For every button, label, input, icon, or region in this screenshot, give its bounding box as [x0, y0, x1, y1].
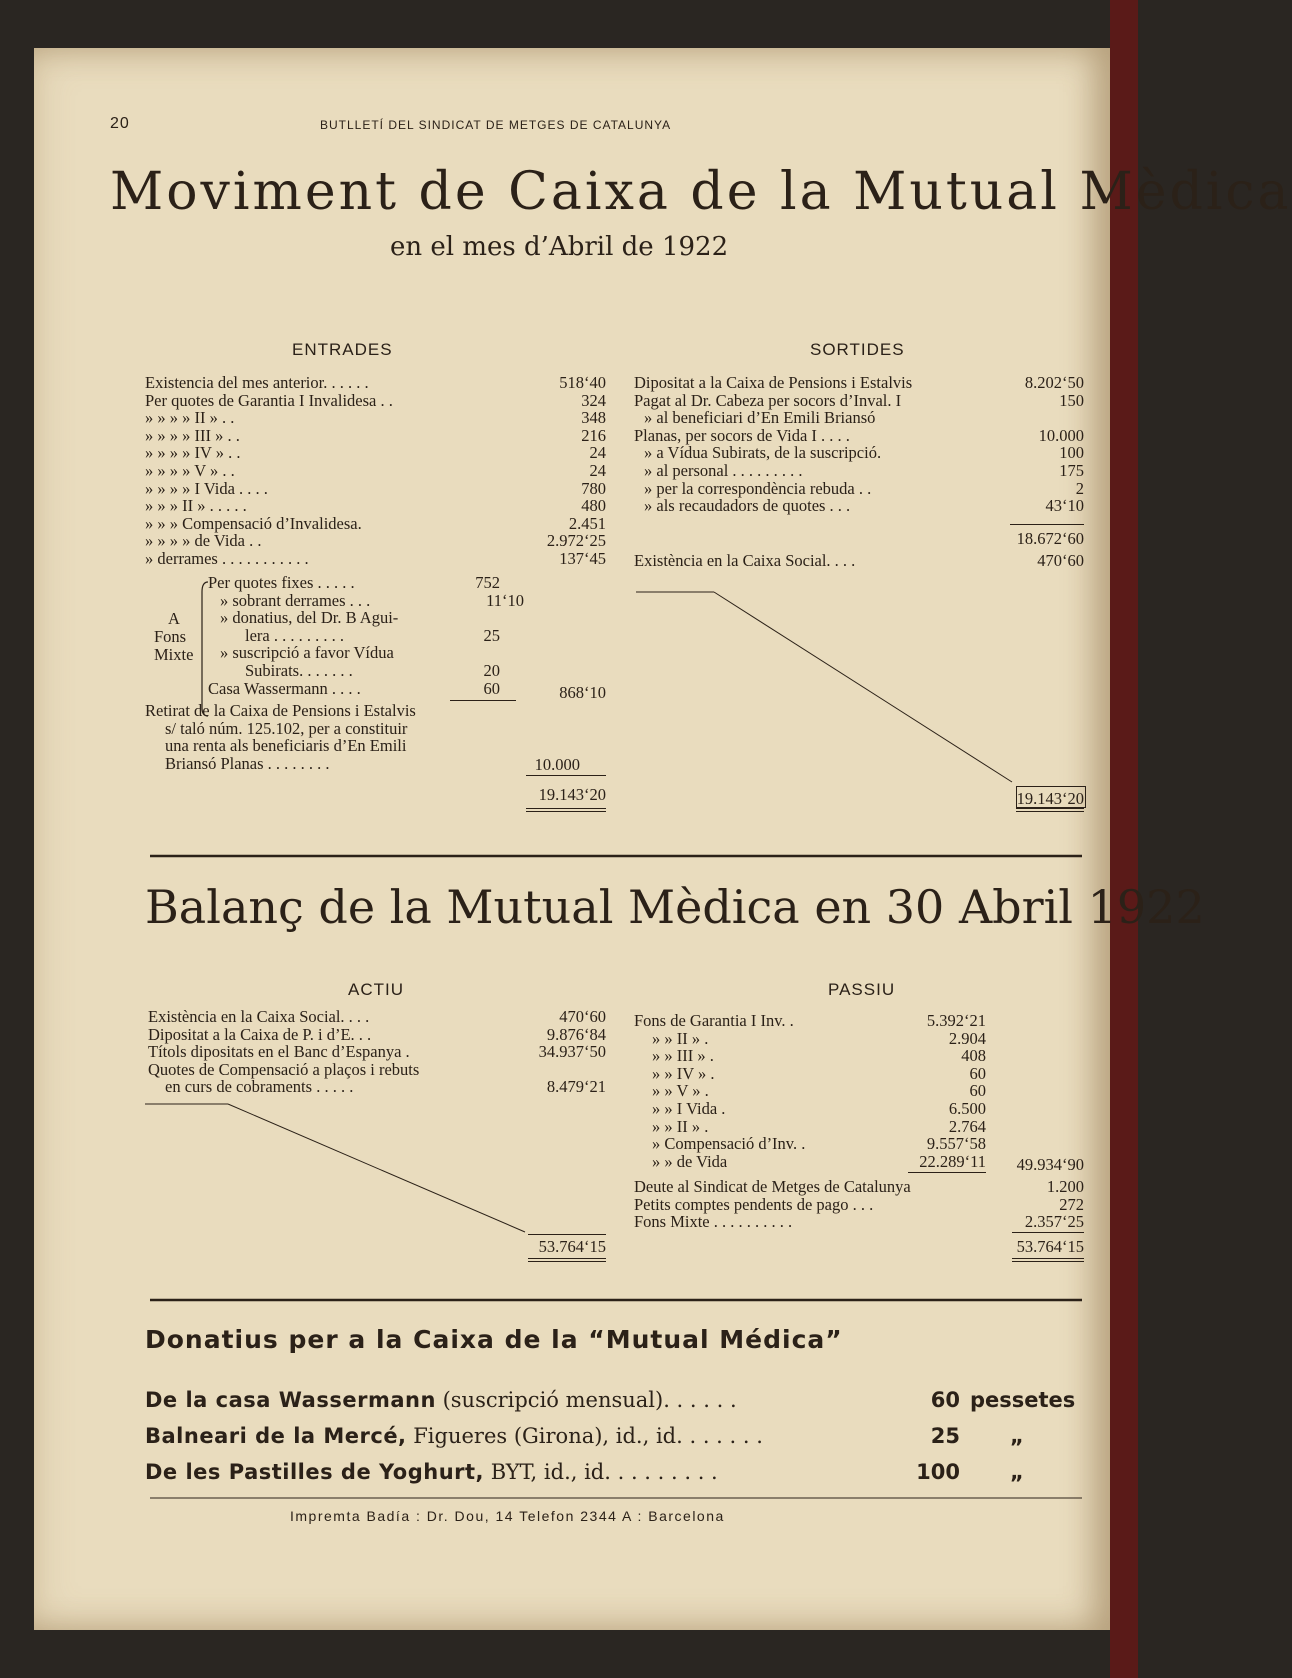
sortida-label: » als recaudadors de quotes . . . [644, 496, 851, 516]
fons-mixte-value: 60 [483, 678, 500, 698]
donor-name: Balneari de la Mercé, [145, 1424, 407, 1448]
entrada-value: 137‘45 [559, 549, 606, 568]
entrada-value: 480 [581, 496, 606, 516]
entrada-label: Existencia del mes anterior. . . . . . [145, 373, 369, 392]
passiu-label: » » II » . [652, 1116, 709, 1136]
entrada-value: 2.451 [568, 513, 606, 533]
passiu-value: 6.500 [948, 1099, 986, 1118]
passiu-fons-total: 49.934‘90 [1016, 1155, 1084, 1174]
passiu-label: Fons de Garantia I Inv. . [634, 1011, 794, 1030]
entrada-label: » » » » IV » . . [145, 443, 241, 463]
fons-mixte-value: 25 [483, 625, 500, 645]
actiu-label: Existència en la Caixa Social. . . . [148, 1007, 370, 1026]
retirat-line: s/ taló núm. 125.102, per a constituir [165, 718, 408, 738]
passiu-value: 2.357‘25 [1024, 1212, 1084, 1232]
entrades-heading: ENTRADES [292, 340, 393, 359]
fons-mixte-value: 20 [483, 661, 500, 680]
passiu-label: Petits comptes pendents de pago . . . [634, 1194, 874, 1214]
sortida-value: 43‘10 [1045, 496, 1084, 516]
entrada-value: 348 [581, 408, 606, 428]
page-number: 20 [110, 115, 130, 132]
sortides-total: 19.143‘20 [1016, 789, 1084, 808]
donation-amount: 60 [930, 1388, 960, 1412]
existencia-value: 470‘60 [1037, 551, 1084, 570]
fons-mixte-value: 752 [475, 573, 500, 592]
running-title: BUTLLETÍ DEL SINDICAT DE METGES DE CATALUNYA [320, 118, 672, 132]
sortida-value: 100 [1059, 443, 1084, 463]
entrada-value: 216 [581, 425, 606, 445]
sortides-heading: SORTIDES [810, 340, 905, 359]
entrada-value: 24 [589, 461, 606, 480]
passiu-label: » » IV » . [652, 1063, 715, 1083]
passiu-label: » » I Vida . [652, 1099, 726, 1118]
donations-title: Donatius per a la Caixa de la “Mutual Médica” [145, 1325, 843, 1354]
fons-mixte-item: Subirats. . . . . . . [245, 661, 353, 680]
sortida-value: 2 [1075, 478, 1084, 498]
sortida-value: 10.000 [1038, 425, 1084, 445]
balance-title: Balanç de la Mutual Mèdica en 30 Abril 1922 [145, 880, 1205, 934]
entrada-label: » » » II » . . . . . [145, 496, 247, 516]
donation-amount: 25 [930, 1424, 960, 1448]
entrada-value: 24 [589, 443, 606, 463]
fons-mixte-item: Casa Wassermann . . . . [208, 678, 361, 698]
fons-mixte-label: Mixte [154, 645, 194, 664]
sortida-value: 150 [1059, 390, 1084, 410]
sortida-label: » per la correspondència rebuda . . [644, 478, 872, 498]
cancel-stroke [714, 592, 1012, 782]
fons-mixte-total: 868‘10 [559, 683, 606, 702]
entrada-label: » » » » II » . . [145, 408, 235, 428]
donation-unit: „ [1010, 1424, 1024, 1448]
fons-mixte-item: Per quotes fixes . . . . . [208, 573, 355, 592]
passiu-total: 53.764‘15 [1016, 1237, 1084, 1256]
cancel-stroke [228, 1104, 525, 1232]
retirat-line: una renta als beneficiaris d’En Emili [165, 736, 407, 756]
entrada-label: » » » » V » . . [145, 461, 235, 480]
fons-mixte-value: 11‘10 [486, 590, 524, 610]
movement-subtitle: en el mes d’Abril de 1922 [390, 232, 729, 262]
entrada-label: » » » » I Vida . . . . [145, 478, 268, 498]
sortida-label: » a Vídua Subirats, de la suscripció. [644, 443, 882, 463]
fons-mixte-item: lera . . . . . . . . . [245, 625, 344, 645]
donation-detail: Figueres (Girona), id., id. . . . . . . [406, 1424, 763, 1448]
passiu-value: 5.392‘21 [926, 1011, 986, 1030]
sortida-label: » al personal . . . . . . . . . [644, 461, 803, 480]
retirat-line: Retirat de la Caixa de Pensions i Estalvis [145, 701, 416, 720]
actiu-value: 470‘60 [559, 1007, 606, 1026]
donation-detail: BYT, id., id. . . . . . . . . [484, 1460, 718, 1484]
sortida-value: 175 [1059, 461, 1084, 480]
donation-amount: 100 [916, 1460, 960, 1484]
fons-mixte-item: » donatius, del Dr. B Agui- [220, 608, 399, 628]
sortida-label: Pagat al Dr. Cabeza per socors d’Inval. I [634, 390, 902, 410]
passiu-value: 272 [1059, 1194, 1084, 1214]
passiu-value: 60 [969, 1081, 986, 1101]
retirat-line: Briansó Planas . . . . . . . . [165, 753, 330, 773]
entrada-label: Per quotes de Garantia I Invalidesa . . [145, 390, 393, 410]
actiu-label: Quotes de Compensació a plaços i rebuts [148, 1059, 420, 1079]
passiu-value: 9.557‘58 [926, 1134, 986, 1154]
entrada-label: » » » » III » . . [145, 425, 240, 445]
entrades-total: 19.143‘20 [538, 785, 606, 804]
actiu-total: 53.764‘15 [538, 1237, 606, 1256]
passiu-label: Fons Mixte . . . . . . . . . . [634, 1212, 793, 1232]
entrada-label: » » » » de Vida . . [145, 531, 262, 551]
actiu-label: Dipositat a la Caixa de P. i d’E. . . [148, 1024, 372, 1044]
retirat-value: 10.000 [534, 755, 580, 774]
passiu-label: » Compensació d’Inv. . [652, 1134, 806, 1154]
sortides-subtotal: 18.672‘60 [1016, 529, 1084, 548]
passiu-value: 60 [969, 1063, 986, 1083]
donation-detail: (suscripció mensual). . . . . . [435, 1388, 737, 1412]
passiu-label: » » II » . [652, 1028, 709, 1048]
sortida-label: » al beneficiari d’En Emili Briansó [644, 408, 876, 428]
imprint-footer: Impremta Badía : Dr. Dou, 14 Telefon 2344 A : Barcelona [290, 1508, 725, 1524]
entrada-value: 780 [581, 478, 606, 498]
entrada-value: 324 [581, 390, 606, 410]
movement-title: Moviment de Caixa de la Mutual Mèdica [110, 162, 1292, 222]
entrada-value: 2.972‘25 [546, 531, 606, 551]
passiu-value: 2.904 [948, 1028, 986, 1048]
passiu-label: » » V » . [652, 1081, 709, 1101]
passiu-value: 2.764 [948, 1116, 986, 1136]
donation-unit: „ [1010, 1460, 1024, 1484]
fons-mixte-label: Fons [154, 627, 187, 646]
passiu-value: 1.200 [1046, 1177, 1084, 1196]
passiu-value: 408 [961, 1046, 986, 1066]
fons-mixte-label: A [168, 609, 180, 628]
passiu-label: Deute al Sindicat de Metges de Catalunya [634, 1177, 911, 1196]
donation-unit: pessetes [970, 1388, 1076, 1412]
entrada-label: » derrames . . . . . . . . . . . [145, 549, 309, 568]
passiu-label: » » de Vida [652, 1151, 728, 1171]
fons-mixte-item: » suscripció a favor Vídua [220, 643, 394, 663]
existencia-label: Existència en la Caixa Social. . . . [634, 551, 856, 570]
actiu-heading: ACTIU [348, 980, 404, 999]
passiu-value: 22.289‘11 [919, 1151, 986, 1171]
actiu-label: Títols dipositats en el Banc d’Espanya . [148, 1042, 410, 1062]
actiu-label: en curs de cobraments . . . . . [165, 1077, 354, 1097]
sortida-label: Dipositat a la Caixa de Pensions i Estalvis [634, 373, 913, 392]
sortida-label: Planas, per socors de Vida I . . . . [634, 425, 850, 445]
passiu-label: » » III » . [652, 1046, 714, 1066]
actiu-value: 9.876‘84 [546, 1024, 606, 1044]
sortida-value: 8.202‘50 [1024, 373, 1084, 392]
actiu-value: 34.937‘50 [538, 1042, 606, 1062]
donor-name: De les Pastilles de Yoghurt, [145, 1460, 485, 1484]
donor-name: De la casa Wassermann [145, 1388, 436, 1412]
actiu-value: 8.479‘21 [546, 1077, 606, 1097]
fons-mixte-item: » sobrant derrames . . . [220, 590, 371, 610]
entrada-label: » » » Compensació d’Invalidesa. [145, 513, 362, 533]
passiu-heading: PASSIU [828, 980, 896, 999]
entrada-value: 518‘40 [559, 373, 606, 392]
fons-mixte-brace [202, 582, 208, 716]
